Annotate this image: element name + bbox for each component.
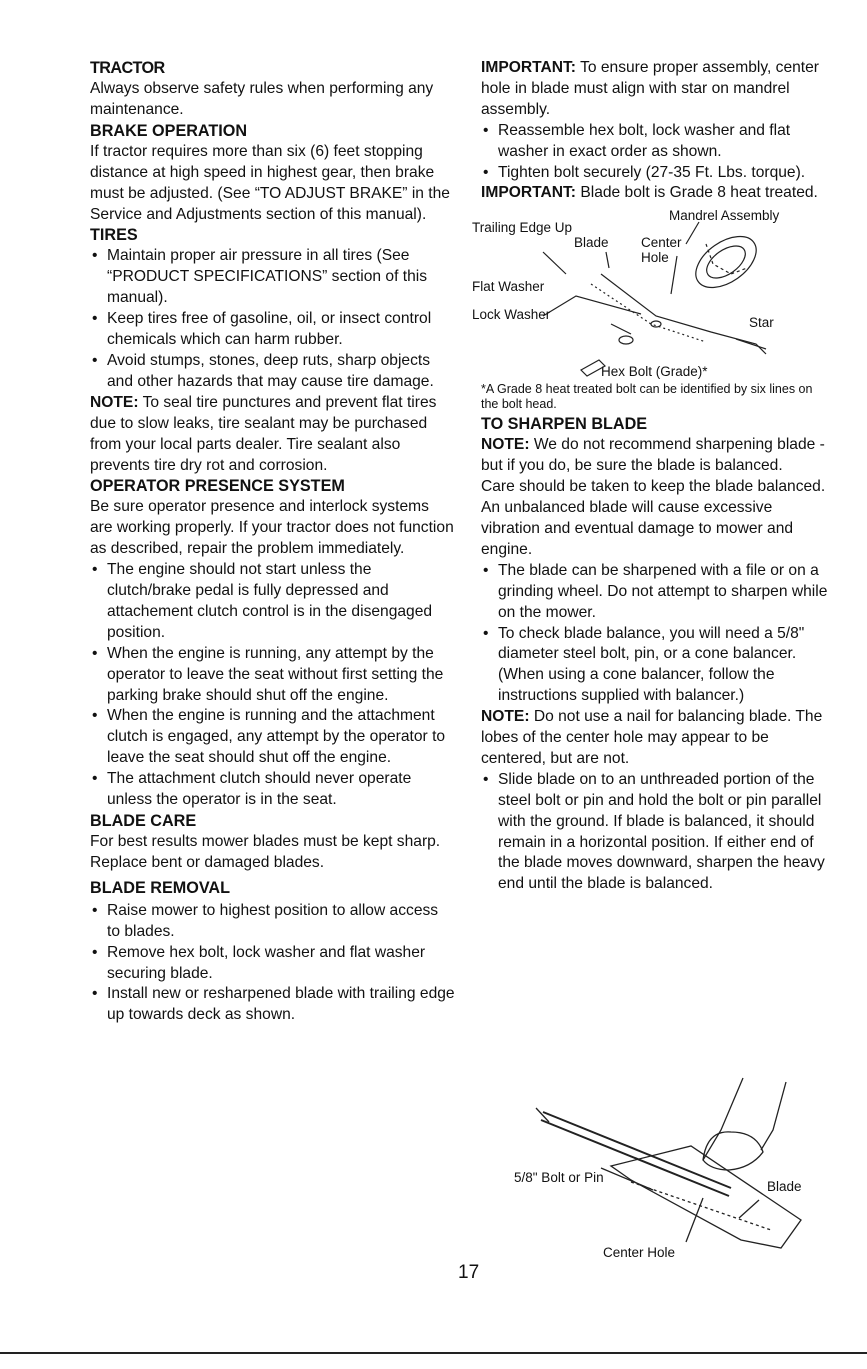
list-item: • Remove hex bolt, lock washer and flat washer securing blade.: [90, 943, 455, 985]
list-item: • Slide blade on to an unthreaded portion of the steel bolt or pin and hold the bolt or pin parallel with the ground. If blade is balanced, it should remain in a horizontal position. If either end of the blade moves downward, sharpen the heavy end until the blade is balanced.: [481, 770, 831, 895]
care-heading: BLADE CARE: [90, 812, 197, 830]
label-hole: Hole: [641, 250, 669, 266]
note-text: To seal tire punctures and prevent flat tires due to slow leaks, tire sealant may be purchased from your local parts dealer. Tire sealant also prevents tire dry rot and corrosion.: [90, 393, 437, 474]
note-label: NOTE:: [90, 393, 139, 411]
left-column: [90, 58, 455, 1026]
label-blade: Blade: [574, 235, 609, 251]
tires-list: [90, 246, 455, 392]
note-text: We do not recommend sharpening blade - but if you do, be sure the blade is balanced.: [481, 436, 825, 475]
important-text: To ensure proper assembly, center hole in blade must align with star on mandrel assembly.: [481, 59, 819, 118]
ops-text: Be sure operator presence and interlock systems are working properly. If your tractor does not function as described, repair the problem immediately.: [90, 498, 454, 558]
sharpen-heading: TO SHARPEN BLADE: [481, 415, 648, 434]
tractor-text: Always observe safety rules when performing any maintenance.: [90, 80, 434, 118]
label-blade: Blade: [767, 1179, 802, 1194]
label-flat-washer: Flat Washer: [472, 279, 545, 295]
reassemble-list: [481, 121, 831, 184]
blade-balance-figure: [481, 1070, 831, 1280]
note-text: Do not use a nail for balancing blade. The lobes of the center hole may appear to be centered, but are not.: [481, 708, 823, 767]
label-trailing-edge: Trailing Edge Up: [472, 220, 573, 236]
list-item: • The attachment clutch should never operate unless the operator is in the seat.: [90, 769, 455, 811]
label-lock-washer: Lock Washer: [472, 307, 551, 323]
sharpen-note: [481, 435, 831, 477]
note-label: NOTE:: [481, 708, 530, 726]
important-note-1: [481, 58, 831, 121]
list-item: • Tighten bolt securely (27-35 Ft. Lbs. torque).: [481, 163, 831, 184]
label-center: Center: [641, 235, 682, 251]
list-item: • When the engine is running, any attempt by the operator to leave the seat without first setting the parking brake should shut off the engine.: [90, 644, 455, 707]
sharpen-text: Care should be taken to keep the blade balanced. An unbalanced blade will cause excessive vibration and eventual damage to mower and engine.: [481, 478, 826, 558]
tires-heading: TIRES: [90, 226, 138, 245]
balance-list: [481, 770, 831, 895]
list-item: • Keep tires free of gasoline, oil, or insect control chemicals which can harm rubber.: [90, 309, 455, 351]
list-item: • When the engine is running and the attachment clutch is engaged, any attempt by the operator to leave the seat should shut off the engine.: [90, 706, 455, 769]
nail-note: [481, 707, 831, 770]
care-text: For best results mower blades must be kept sharp. Replace bent or damaged blades.: [90, 833, 441, 871]
list-item: • Install new or resharpened blade with trailing edge up towards deck as shown.: [90, 984, 455, 1026]
note-label: NOTE:: [481, 436, 530, 454]
label-star: Star: [749, 315, 774, 331]
bottom-rule: [0, 1352, 867, 1354]
list-item: • The engine should not start unless the clutch/brake pedal is fully depressed and attachement clutch control is in the disengaged position.: [90, 560, 455, 644]
ops-list: [90, 560, 455, 811]
list-item: • Maintain proper air pressure in all tires (See “PRODUCT SPECIFICATIONS” section of this manual).: [90, 246, 455, 309]
right-column: [472, 58, 831, 895]
list-item: • Raise mower to highest position to allow access to blades.: [90, 901, 455, 943]
important-label: IMPORTANT:: [481, 59, 576, 76]
removal-list: [90, 901, 455, 1026]
removal-heading: BLADE REMOVAL: [90, 878, 230, 897]
tires-note: [90, 393, 455, 477]
label-center-hole: Center Hole: [603, 1245, 676, 1260]
list-item: • The blade can be sharpened with a file or on a grinding wheel. Do not attempt to sharpen while on the mower.: [481, 561, 831, 624]
ops-heading: OPERATOR PRESENCE SYSTEM: [90, 477, 345, 496]
list-item: • Reassemble hex bolt, lock washer and flat washer in exact order as shown.: [481, 121, 831, 163]
important-text: Blade bolt is Grade 8 heat treated.: [580, 184, 818, 202]
list-item: • Avoid stumps, stones, deep ruts, sharp objects and other hazards that may cause tire damage.: [90, 351, 455, 393]
label-hex-bolt: Hex Bolt (Grade)*: [601, 364, 708, 380]
sharpen-list: [481, 561, 831, 707]
important-note-2: [481, 183, 831, 204]
grade-footnote: *A Grade 8 heat treated bolt can be identified by six lines on the bolt head.: [481, 382, 813, 412]
label-bolt-or-pin: 5/8" Bolt or Pin: [514, 1170, 604, 1185]
tractor-heading: TRACTOR: [90, 59, 165, 77]
brake-text: If tractor requires more than six (6) feet stopping distance at high speed in highest gear, then brake must be adjusted. (See “TO ADJUST BRAKE” in the Service and Adjustments section of this manual).: [90, 142, 450, 223]
important-label: IMPORTANT:: [481, 184, 576, 202]
label-mandrel-assembly: Mandrel Assembly: [669, 208, 780, 224]
page-number: 17: [458, 1262, 480, 1283]
blade-assembly-figure: [472, 204, 831, 382]
brake-heading: BRAKE OPERATION: [90, 121, 248, 140]
list-item: • To check blade balance, you will need a 5/8" diameter steel bolt, pin, or a cone balancer. (When using a cone balancer, follow the instructions supplied with balancer.): [481, 624, 831, 708]
